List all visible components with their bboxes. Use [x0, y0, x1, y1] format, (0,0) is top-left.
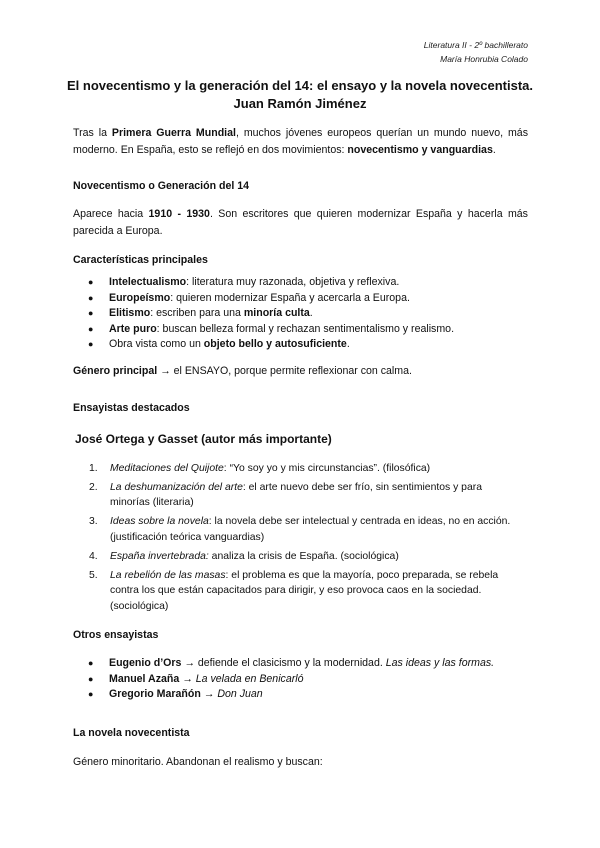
essayist-name: Eugenio d’Ors [109, 657, 182, 669]
work-title: España invertebrada: [110, 550, 209, 562]
intro-bold-war: Primera Guerra Mundial [111, 127, 236, 139]
ortega-heading: José Ortega y Gasset (autor más importante) [75, 432, 332, 446]
item-term: Arte puro [109, 322, 157, 335]
item-number: 5. [89, 569, 98, 581]
intro-bold-movements: novecentismo y vanguardias [347, 144, 493, 156]
novecentismo-paragraph [73, 206, 528, 240]
essayist-work: La velada en Benicarló [195, 672, 304, 685]
item-term: objeto bello y autosuficiente [203, 338, 347, 351]
genre-line [73, 363, 528, 380]
work-title: La rebelión de las masas [110, 569, 226, 581]
intro-text: Tras la [73, 127, 112, 139]
work-title: La deshumanización del arte [110, 482, 243, 493]
para-text: Aparece hacia [73, 208, 149, 220]
list-item [73, 549, 513, 564]
section-heading-novecentismo: Novecentismo o Generación del 14 [73, 180, 250, 192]
genre-label: Género principal [73, 365, 158, 377]
list-item [73, 480, 513, 511]
title-line-1: El novecentismo y la generación del 14: el ensayo y la novela novecentista. [66, 78, 534, 93]
item-number: 1. [89, 463, 98, 474]
item-term: Elitismo [109, 307, 151, 320]
item-number: 4. [89, 550, 98, 562]
section-heading-other-essayists: Otros ensayistas [73, 629, 159, 641]
item-number: 2. [89, 482, 98, 493]
list-item [73, 275, 528, 291]
list-item [73, 656, 528, 672]
essayist-name: Manuel Azaña [109, 672, 180, 685]
item-text: : buscan belleza formal y rechazan sentimentalismo y realismo. [156, 322, 455, 335]
work-desc: : el problema es que la mayoría, poco preparada, se rebela contra los que están capacitados para dirigir, y eso provoca caos en la sociedad. (sociológica) [110, 569, 499, 612]
novel-paragraph: Género minoritario. Abandonan el realismo y buscan: [73, 756, 323, 768]
essayist-work: Don Juan [217, 688, 263, 701]
intro-text: . [492, 144, 496, 156]
list-item [73, 337, 528, 353]
genre-text: → el ENSAYO, porque permite reflexionar con calma. [157, 365, 412, 377]
essayist-text: → [179, 672, 196, 685]
header-author: María Honrubia Colado [440, 54, 528, 64]
essayist-work: Las ideas y las formas. [385, 657, 495, 669]
list-item [73, 291, 528, 307]
page-title [60, 77, 540, 113]
work-desc: : la novela debe ser intelectual y centrada en ideas, no en acción. (justificación teórica vanguardias) [110, 516, 511, 543]
item-text: . [346, 338, 350, 351]
list-item [73, 687, 528, 703]
intro-text: , muchos jóvenes europeos querían un mundo nuevo, más moderno. En España, esto se reflejó en dos movimientos: [73, 127, 528, 156]
item-term: minoría culta [243, 307, 310, 320]
para-bold-dates: 1910 - 1930 [148, 208, 210, 220]
intro-paragraph [73, 125, 528, 159]
item-text: : quieren modernizar España y acercarla a Europa. [170, 291, 410, 304]
work-desc: : el arte nuevo debe ser frío, sin sentimientos y para minorías (literaria) [110, 482, 482, 509]
work-title: Meditaciones del Quijote [110, 463, 224, 474]
title-line-2: Juan Ramón Jiménez [233, 96, 367, 111]
para-text: . Son escritores que quieren modernizar España y hacerla más parecida a Europa. [73, 208, 528, 237]
section-heading-characteristics: Características principales [73, 254, 208, 266]
header-course: Literatura II - 2º bachillerato [423, 40, 528, 50]
ortega-works-list [73, 461, 513, 618]
characteristics-list [73, 275, 528, 353]
essayist-name: Gregorio Marañón [109, 688, 201, 701]
work-desc: : “Yo soy yo y mis circunstancias”. (filosófica) [223, 463, 431, 474]
list-item [73, 306, 528, 322]
work-title: Ideas sobre la novela [110, 516, 209, 528]
item-text: . [309, 307, 313, 320]
essayist-text: → defiende el clasicismo y la modernidad. [181, 657, 386, 669]
list-item [73, 322, 528, 338]
item-text: Obra vista como un [109, 338, 204, 351]
section-heading-novel: La novela novecentista [73, 727, 190, 739]
list-item [73, 672, 528, 688]
list-item [73, 568, 513, 614]
item-term: Intelectualismo [109, 276, 187, 288]
list-item [73, 461, 513, 476]
work-desc: analiza la crisis de España. (sociológica) [208, 550, 399, 562]
essayist-text: → [200, 688, 218, 701]
list-item [73, 514, 513, 545]
item-term: Europeísmo [109, 291, 171, 304]
item-text: : literatura muy razonada, objetiva y reflexiva. [186, 276, 400, 288]
item-text: : escriben para una [150, 307, 244, 320]
item-number: 3. [89, 516, 98, 528]
page-header [424, 38, 528, 66]
other-essayists-list [73, 656, 528, 703]
section-heading-essayists: Ensayistas destacados [73, 402, 190, 414]
